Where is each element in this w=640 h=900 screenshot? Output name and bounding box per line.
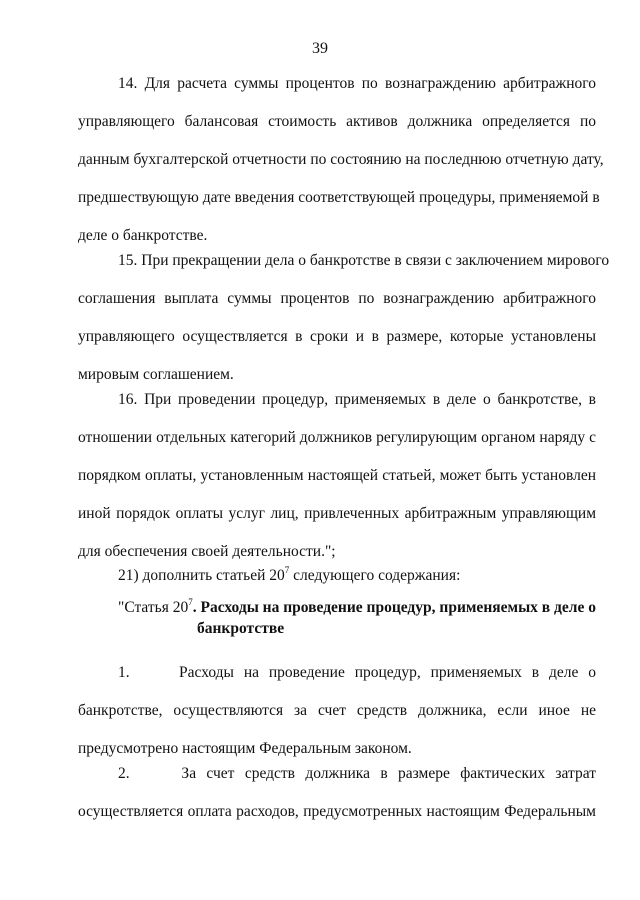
article-title-line1: . Расходы на проведение процедур, применяемых в деле о xyxy=(192,599,596,616)
paragraph-15-line: соглашения выплата суммы процентов по вознаграждению арбитражного xyxy=(78,290,596,307)
paragraph-14-line: 14. Для расчета суммы процентов по вознаграждению арбитражного xyxy=(118,75,596,92)
paragraph-14-line: деле о банкротстве. xyxy=(78,227,208,244)
article-prefix: "Статья 20 xyxy=(118,599,189,616)
paragraph-15-line: 15. При прекращении дела о банкротстве в связи с заключением мирового xyxy=(118,252,610,269)
point-2-line: осуществляется оплата расходов, предусмотренных настоящим Федеральным xyxy=(78,803,596,820)
paragraph-16-line: иной порядок оплаты услуг лиц, привлеченных арбитражным управляющим xyxy=(78,505,596,522)
paragraph-14-line: данным бухгалтерской отчетности по состоянию на последнюю отчетную дату, xyxy=(78,151,604,168)
item-21-sup: 7 xyxy=(284,565,290,575)
page-number: 39 xyxy=(312,40,328,57)
paragraph-14-line: управляющего балансовая стоимость активов должника определяется по xyxy=(78,113,596,130)
paragraph-14-line: предшествующую дате введения соответствующей процедуры, применяемой в xyxy=(78,189,600,206)
point-1-line: банкротстве, осуществляются за счет средств должника, если иное не xyxy=(78,702,596,719)
article-title-line2: банкротстве xyxy=(197,620,285,637)
paragraph-16-line: 16. При проведении процедур, применяемых в деле о банкротстве, в xyxy=(118,391,596,408)
paragraph-16-line: отношении отдельных категорий должников регулирующим органом наряду с xyxy=(78,429,596,446)
item-21-text: 21) дополнить статьей 20 xyxy=(118,567,285,584)
article-heading xyxy=(118,598,596,618)
item-21-text-end: следующего содержания: xyxy=(289,567,461,584)
point-1-line: предусмотрено настоящим Федеральным законом. xyxy=(78,740,412,757)
paragraph-16-line: для обеспечения своей деятельности."; xyxy=(78,543,336,560)
point-2-line: 2. За счет средств должника в размере фактических затрат xyxy=(118,765,596,782)
paragraph-15-line: управляющего осуществляется в сроки и в размере, которые установлены xyxy=(78,328,596,345)
paragraph-16-line: порядком оплаты, установленным настоящей статьей, может быть установлен xyxy=(78,467,596,484)
point-1-line: 1. Расходы на проведение процедур, применяемых в деле о xyxy=(118,664,596,681)
item-21 xyxy=(118,566,460,586)
article-sup: 7 xyxy=(188,597,193,607)
paragraph-15-line: мировым соглашением. xyxy=(78,366,234,383)
